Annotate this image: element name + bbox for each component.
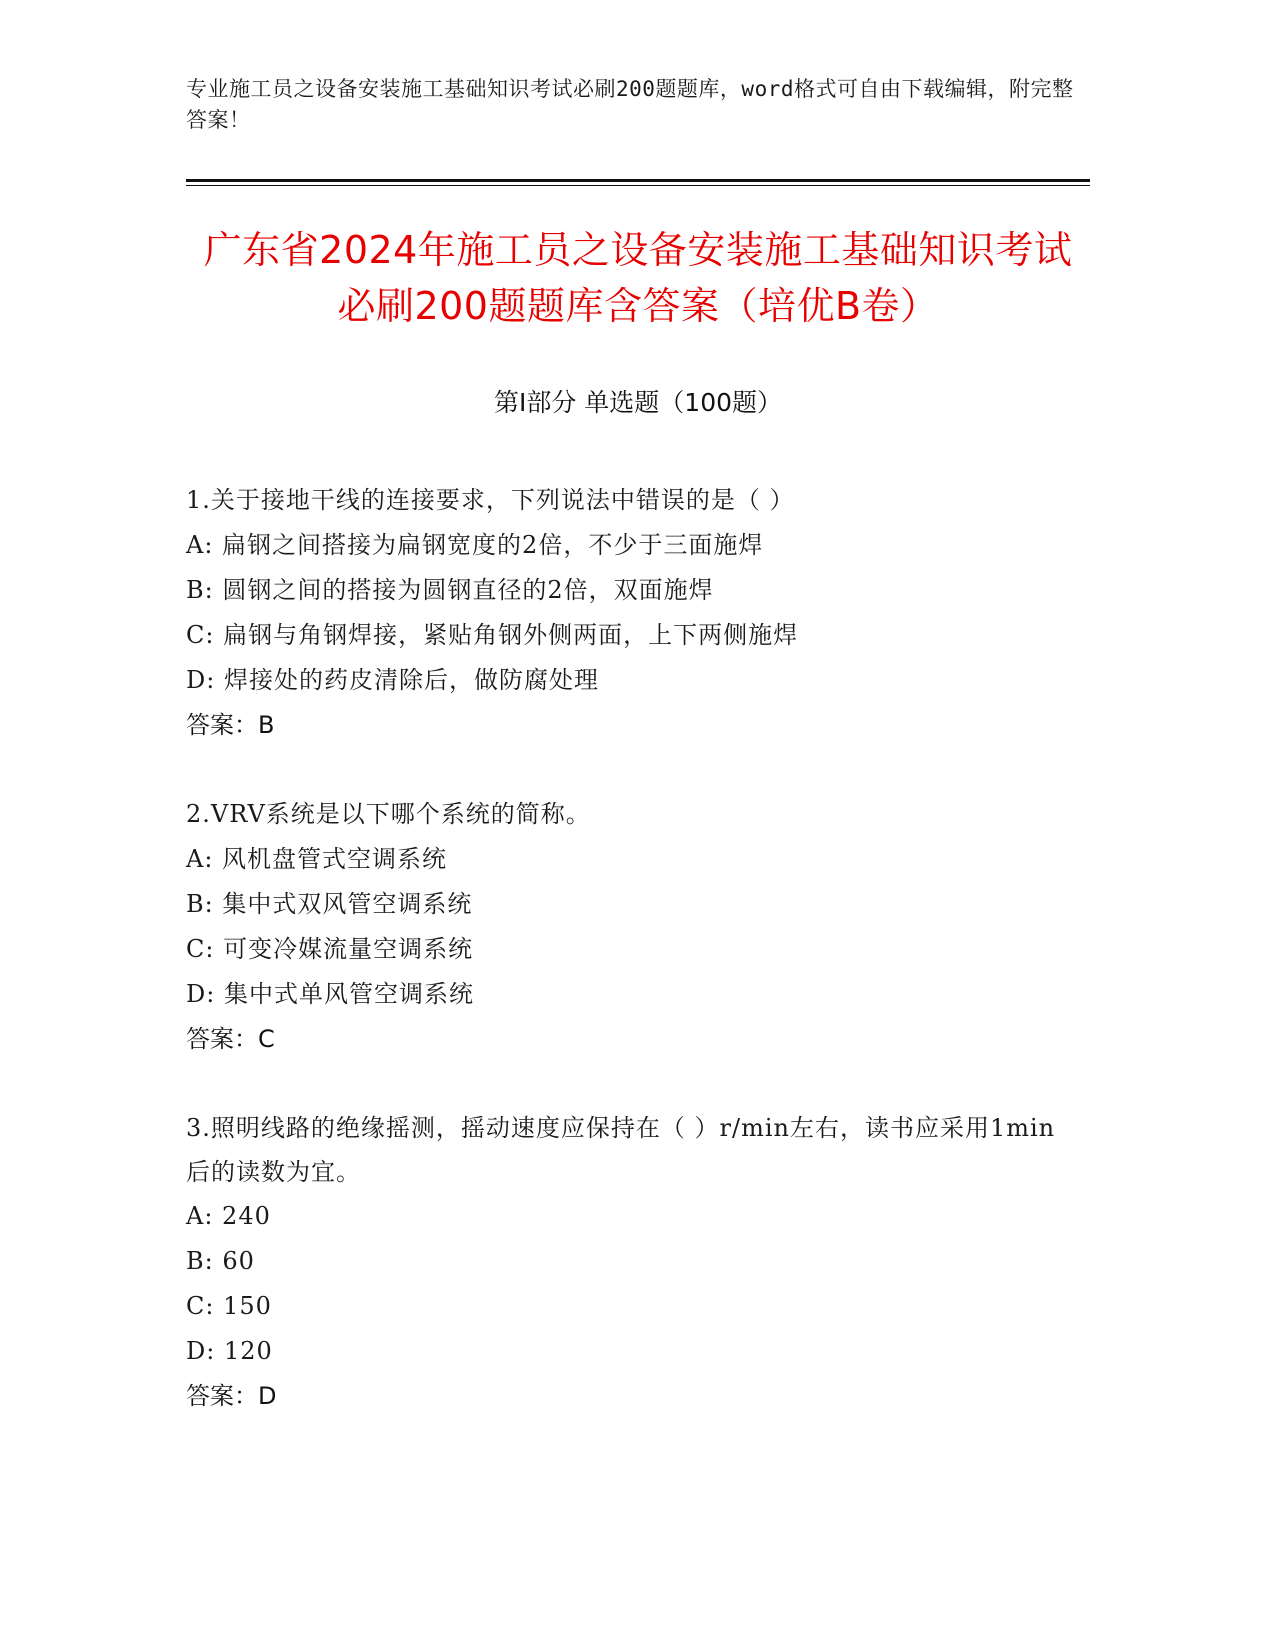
option-c: C: 可变冷媒流量空调系统 xyxy=(186,935,474,963)
answer-line: 答案：B xyxy=(186,711,275,739)
answer-line: 答案：D xyxy=(186,1382,277,1410)
option-c: C: 150 xyxy=(186,1292,272,1320)
header-rule-thick xyxy=(186,179,1090,182)
question-stem: 2.VRV系统是以下哪个系统的简称。 xyxy=(186,800,591,828)
question-3 xyxy=(186,1106,1066,1419)
option-d: D: 焊接处的药皮清除后，做防腐处理 xyxy=(186,666,599,694)
question-stem: 3.照明线路的绝缘摇测，摇动速度应保持在（ ）r/min左右，读书应采用1min后的读数为宜。 xyxy=(186,1114,1056,1186)
option-b: B: 60 xyxy=(186,1247,255,1275)
question-2 xyxy=(186,792,1066,1062)
option-c: C: 扁钢与角钢焊接，紧贴角钢外侧两面，上下两侧施焊 xyxy=(186,621,799,649)
option-d: D: 120 xyxy=(186,1337,273,1365)
question-list xyxy=(186,478,1066,1463)
section-title: 第Ⅰ部分 单选题（100题） xyxy=(493,388,783,417)
option-a: A: 风机盘管式空调系统 xyxy=(186,845,448,873)
header-note: 专业施工员之设备安装施工基础知识考试必刷200题题库，word格式可自由下载编辑，附完整答案！ xyxy=(186,77,1074,132)
option-d: D: 集中式单风管空调系统 xyxy=(186,980,474,1008)
option-a: A: 扁钢之间搭接为扁钢宽度的2倍，不少于三面施焊 xyxy=(186,531,764,559)
option-a: A: 240 xyxy=(186,1202,271,1230)
option-b: B: 圆钢之间的搭接为圆钢直径的2倍，双面施焊 xyxy=(186,576,714,604)
header-rule-thin xyxy=(186,185,1090,186)
document-title: 广东省2024年施工员之设备安装施工基础知识考试必刷200题题库含答案（培优B卷） xyxy=(203,228,1073,328)
answer-line: 答案：C xyxy=(186,1025,275,1053)
question-1 xyxy=(186,478,1066,748)
question-stem: 1.关于接地干线的连接要求，下列说法中错误的是（ ） xyxy=(186,486,795,514)
option-b: B: 集中式双风管空调系统 xyxy=(186,890,473,918)
